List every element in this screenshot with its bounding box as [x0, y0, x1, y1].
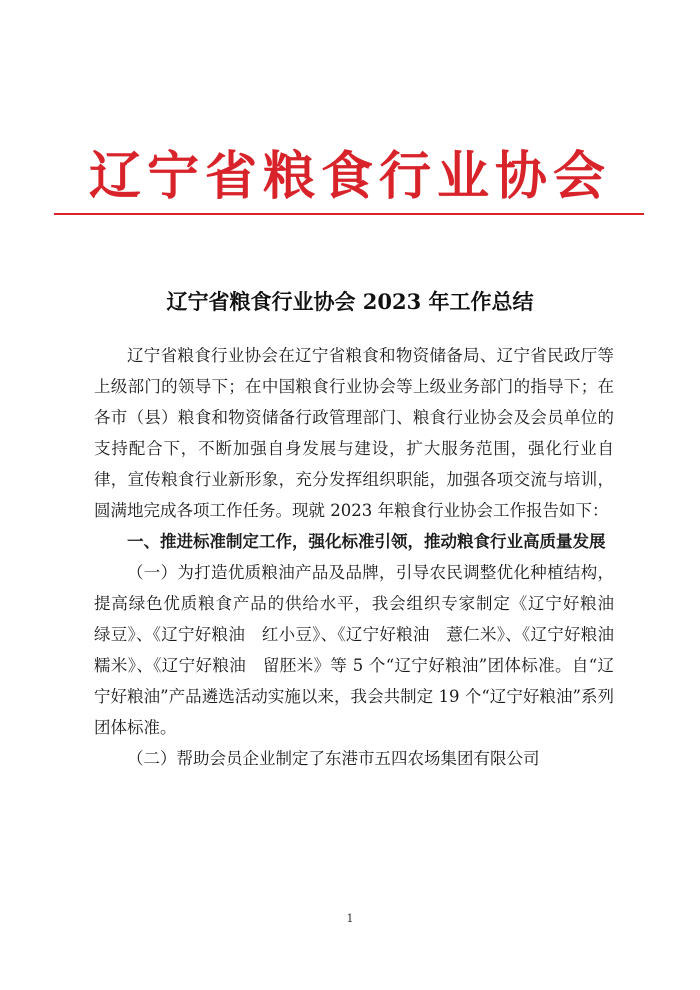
- section-1-heading: 一、推进标准制定工作，强化标准引领，推动粮食行业高质量发展: [127, 532, 606, 551]
- letterhead-org-name: 辽宁省粮食行业协会: [88, 146, 611, 207]
- section-1-item-2: （二）帮助会员企业制定了东港市五四农场集团有限公司: [127, 749, 540, 768]
- section-1-item-1: （一）为打造优质粮油产品及品牌，引导农民调整优化种植结构，提高绿色优质粮食产品的供给水平，我会组织专家制定《辽宁好粮油 绿豆》、《辽宁好粮油 红小豆》、《辽宁好粮油 薏仁米》、《辽宁好粮油 糯米》、《辽宁好粮油 留胚米》等 5 个“辽宁好粮油”团体标准。自“辽宁好粮油”产品遴选活动实施以来，我会共制定 19 个“辽宁好粮油”系列团体标准。: [94, 563, 631, 737]
- intro-paragraph: 辽宁省粮食行业协会在辽宁省粮食和物资储备局、辽宁省民政厅等上级部门的领导下；在中国粮食行业协会等上级业务部门的指导下；在各市（县）粮食和物资储备行政管理部门、粮食行业协会及会员单位的支持配合下，不断加强自身发展与建设，扩大服务范围，强化行业自律，宣传粮食行业新形象，充分发挥组织职能，加强各项交流与培训，圆满地完成各项工作任务。现就 2023 年粮食行业协会工作报告如下：: [94, 346, 614, 520]
- page-number: 1: [346, 912, 354, 925]
- letterhead-red-rule: [54, 213, 644, 215]
- document-title: 辽宁省粮食行业协会 2023 年工作总结: [166, 289, 534, 314]
- document-body: [94, 340, 631, 774]
